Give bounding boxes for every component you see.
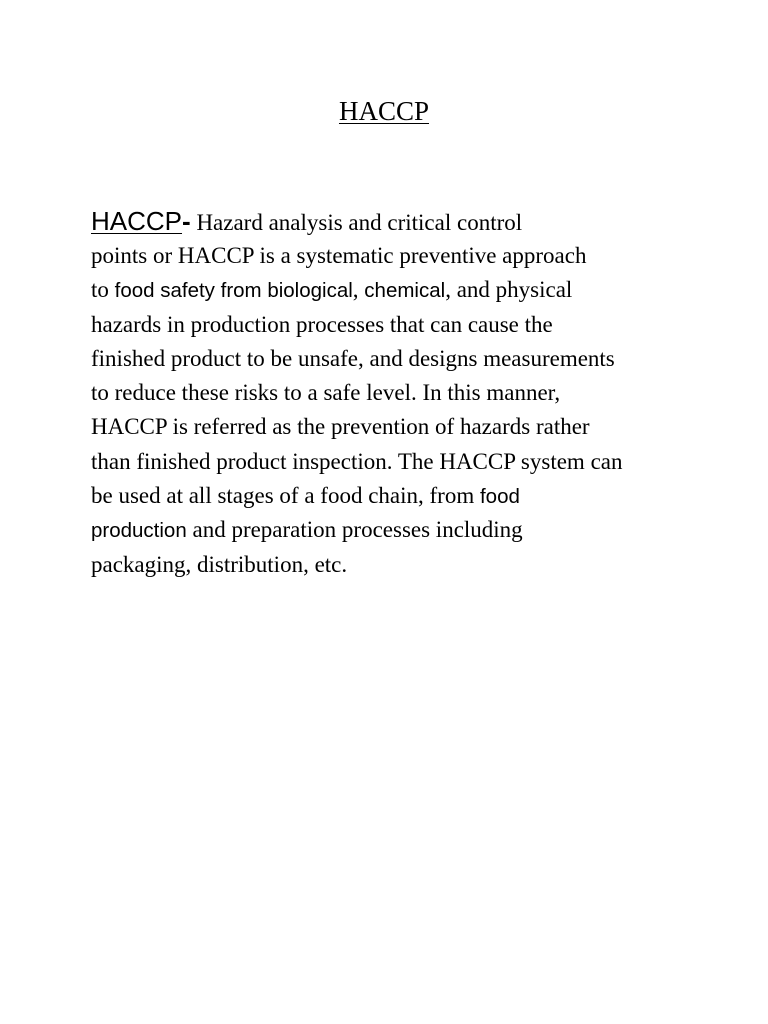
body-text-segment: , <box>352 277 365 303</box>
document-body <box>91 203 691 582</box>
body-text-segment: than finished product inspection. The HACCP system can <box>91 448 623 474</box>
body-text-segment: hazards in production processes that can cause the <box>91 311 553 337</box>
body-line <box>91 513 691 547</box>
linked-term-food-safety[interactable]: food safety from biological <box>114 279 353 303</box>
linked-term-food-production-start[interactable]: food <box>479 485 520 509</box>
lead-term: HACCP <box>91 206 183 236</box>
body-line <box>91 239 691 273</box>
body-text-segment: to <box>91 277 115 303</box>
body-line <box>91 376 691 410</box>
body-text-segment: finished product to be unsafe, and designs measurements <box>91 345 615 371</box>
body-text-segment: , and physical <box>445 277 573 303</box>
document-title: HACCP <box>338 96 430 126</box>
body-text-segment: HACCP is referred as the prevention of hazards rather <box>91 414 590 440</box>
body-text-segment: and preparation processes including <box>186 517 523 543</box>
body-text-segment: packaging, distribution, etc. <box>91 551 348 577</box>
body-line <box>91 203 691 239</box>
body-line <box>91 410 691 444</box>
linked-term-food-production-end[interactable]: production <box>91 519 187 543</box>
body-text-segment: points or HACCP is a systematic preventive approach <box>91 243 587 268</box>
body-line <box>91 479 691 513</box>
body-line <box>91 342 691 376</box>
lead-dash: - <box>182 206 191 236</box>
body-line <box>91 308 691 342</box>
body-line <box>91 548 691 582</box>
body-line <box>91 273 691 307</box>
body-text-segment: be used at all stages of a food chain, from <box>91 483 480 509</box>
linked-term-chemical[interactable]: chemical <box>364 279 446 303</box>
body-text-segment: to reduce these risks to a safe level. In this manner, <box>91 380 561 406</box>
body-line <box>91 445 691 479</box>
body-text-segment: Hazard analysis and critical control <box>190 210 523 235</box>
